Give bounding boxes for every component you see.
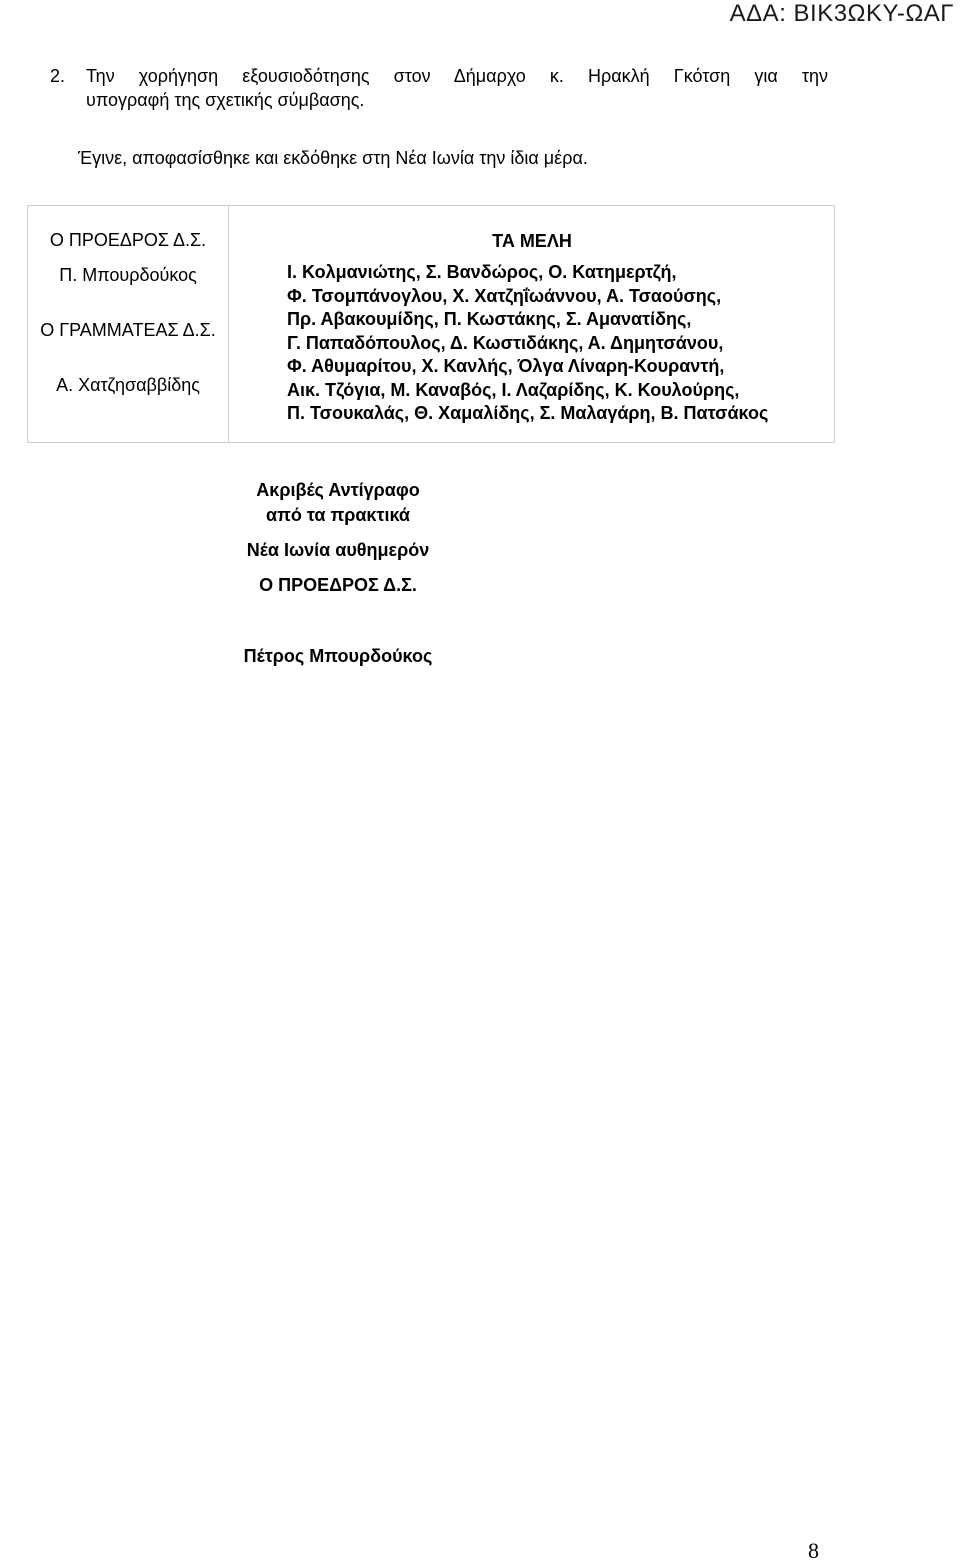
members-line-5: Φ. Αθυμαρίτου, Χ. Κανλής, Όλγα Λίναρη-Κουραντή, bbox=[287, 356, 725, 376]
signature-table bbox=[27, 205, 835, 443]
members-line-3: Πρ. Αβακουμίδης, Π. Κωστάκης, Σ. Αμανατίδης, bbox=[287, 309, 692, 329]
members-column bbox=[229, 206, 835, 442]
officers-column bbox=[28, 206, 228, 442]
secretary-name: Α. Χατζησαββίδης bbox=[56, 375, 200, 395]
item-text-line-1: Την χορήγηση εξουσιοδότησης στον Δήμαρχο κ. Ηρακλή Γκότση για την bbox=[86, 66, 828, 86]
ada-code: ΑΔΑ: ΒΙΚ3ΩΚΥ-ΩΑΓ bbox=[729, 0, 954, 27]
certified-line-2: από τα πρακτικά bbox=[266, 505, 410, 525]
members-line-6: Αικ. Τζόγια, Μ. Καναβός, Ι. Λαζαρίδης, Κ. Κουλούρης, bbox=[287, 379, 740, 400]
page-number: 8 bbox=[808, 1538, 819, 1563]
certified-line-1: Ακριβές Αντίγραφο bbox=[256, 480, 420, 500]
president-name: Π. Μπουρδούκος bbox=[59, 265, 197, 285]
president-title: Ο ΠΡΟΕΔΡΟΣ Δ.Σ. bbox=[49, 230, 207, 250]
secretary-title: Ο ΓΡΑΜΜΑΤΕΑΣ Δ.Σ. bbox=[40, 320, 216, 340]
members-line-4: Γ. Παπαδόπουλος, Δ. Κωστιδάκης, Α. Δημητσάνου, bbox=[287, 332, 724, 353]
certified-line-3: Νέα Ιωνία αυθημερόν bbox=[246, 540, 430, 560]
members-title: ΤΑ ΜΕΛΗ bbox=[492, 231, 572, 251]
decision-item-2 bbox=[50, 64, 828, 112]
members-list bbox=[287, 261, 827, 426]
item-number: 2. bbox=[50, 66, 66, 86]
members-line-1: Ι. Κολμανιώτης, Σ. Βανδώρος, Ο. Κατημερτζή, bbox=[287, 262, 677, 282]
certified-signer: Πέτρος Μπουρδούκος bbox=[243, 646, 433, 666]
item-text-line-2: υπογραφή της σχετικής σύμβασης. bbox=[86, 90, 365, 110]
members-line-7: Π. Τσουκαλάς, Θ. Χαμαλίδης, Σ. Μαλαγάρη, Β. Πατσάκος bbox=[287, 403, 769, 423]
decided-statement: Έγινε, αποφασίσθηκε και εκδόθηκε στη Νέα Ιωνία την ίδια μέρα. bbox=[78, 148, 588, 168]
members-line-2: Φ. Τσομπάνογλου, Χ. Χατζηΐωάννου, Α. Τσαούσης, bbox=[287, 285, 722, 306]
certified-line-4: Ο ΠΡΟΕΔΡΟΣ Δ.Σ. bbox=[259, 575, 417, 595]
